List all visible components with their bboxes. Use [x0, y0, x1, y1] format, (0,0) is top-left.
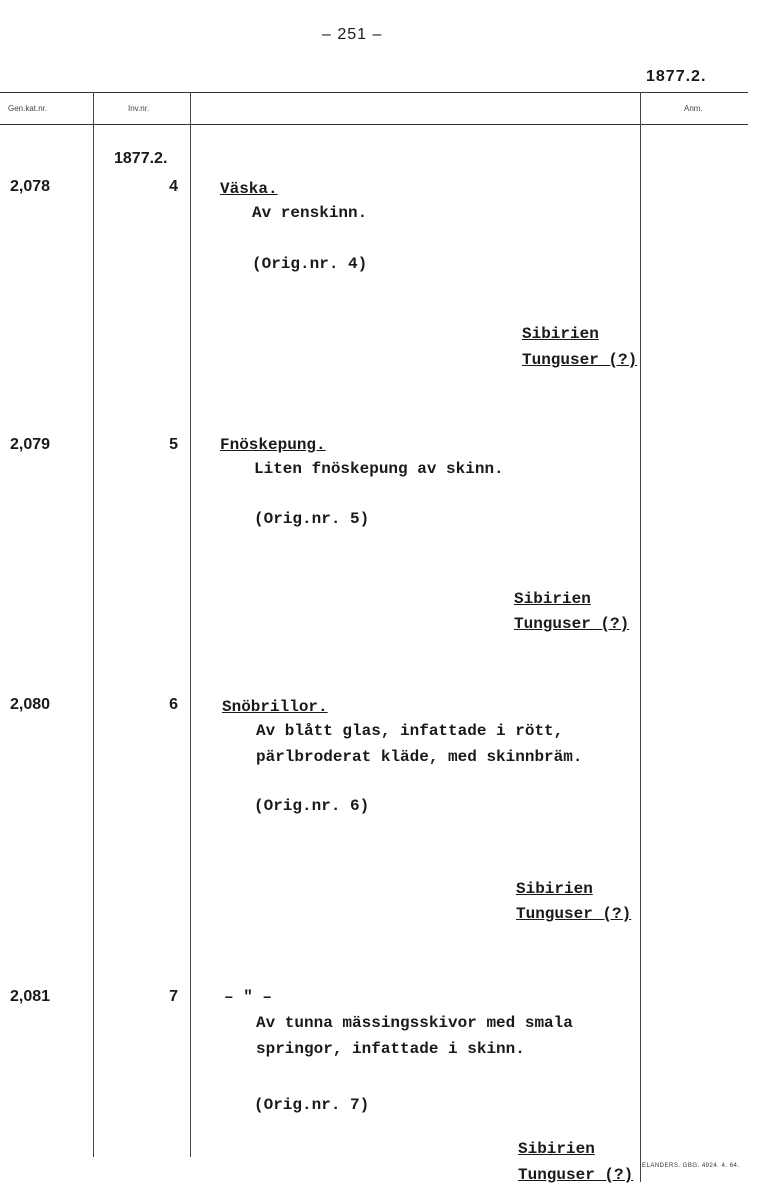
people-label: Tunguser (?) — [516, 905, 632, 923]
column-divider-1 — [93, 92, 94, 1157]
year-heading: 1877.2. — [646, 68, 707, 85]
entry-description-line: Av blått glas, infattade i rött, — [256, 722, 564, 740]
original-number: (Orig.nr. 5) — [254, 510, 370, 528]
original-number: (Orig.nr. 7) — [254, 1096, 370, 1114]
column-divider-3 — [640, 92, 641, 1182]
entry-description-line: Av tunna mässingsskivor med smala — [256, 1014, 573, 1032]
inventory-number: 6 — [169, 696, 178, 713]
column-header-inv: Inv.nr. — [128, 104, 150, 113]
entry-title: Fnöskepung. — [220, 436, 326, 454]
region-label: Sibirien — [522, 325, 599, 343]
catalog-number: 2,078 — [10, 178, 51, 195]
catalog-number: 2,081 — [10, 988, 51, 1005]
inventory-year: 1877.2. — [114, 150, 168, 167]
column-divider-2 — [190, 92, 191, 1157]
page-number: – 251 – — [322, 26, 383, 43]
entry-title: Snöbrillor. — [222, 698, 328, 716]
header-bottom-rule — [0, 124, 748, 125]
original-number: (Orig.nr. 4) — [252, 255, 368, 273]
entry-title: Väska. — [220, 180, 278, 198]
entry-description-line: springor, infattade i skinn. — [256, 1040, 525, 1058]
region-label: Sibirien — [516, 880, 593, 898]
people-label: Tunguser (?) — [514, 615, 630, 633]
region-label: Sibirien — [514, 590, 591, 608]
entry-title-ditto: – " – — [224, 988, 273, 1006]
inventory-number: 5 — [169, 436, 178, 453]
region-label: Sibirien — [518, 1140, 595, 1158]
inventory-number: 7 — [169, 988, 178, 1005]
printer-imprint: ELANDERS. GBG. 4924. 4. 64. — [642, 1163, 740, 1169]
original-number: (Orig.nr. 6) — [254, 797, 370, 815]
catalog-number: 2,079 — [10, 436, 51, 453]
people-label: Tunguser (?) — [518, 1166, 634, 1184]
catalog-number: 2,080 — [10, 696, 51, 713]
header-top-rule — [0, 92, 748, 93]
column-header-gen-kat: Gen.kat.nr. — [8, 104, 48, 113]
inventory-number: 4 — [169, 178, 178, 195]
entry-description-line: Av renskinn. — [252, 204, 368, 222]
column-header-anm: Anm. — [684, 104, 703, 113]
people-label: Tunguser (?) — [522, 351, 638, 369]
entry-description-line: Liten fnöskepung av skinn. — [254, 460, 504, 478]
entry-description-line: pärlbroderat kläde, med skinnbräm. — [256, 748, 583, 766]
